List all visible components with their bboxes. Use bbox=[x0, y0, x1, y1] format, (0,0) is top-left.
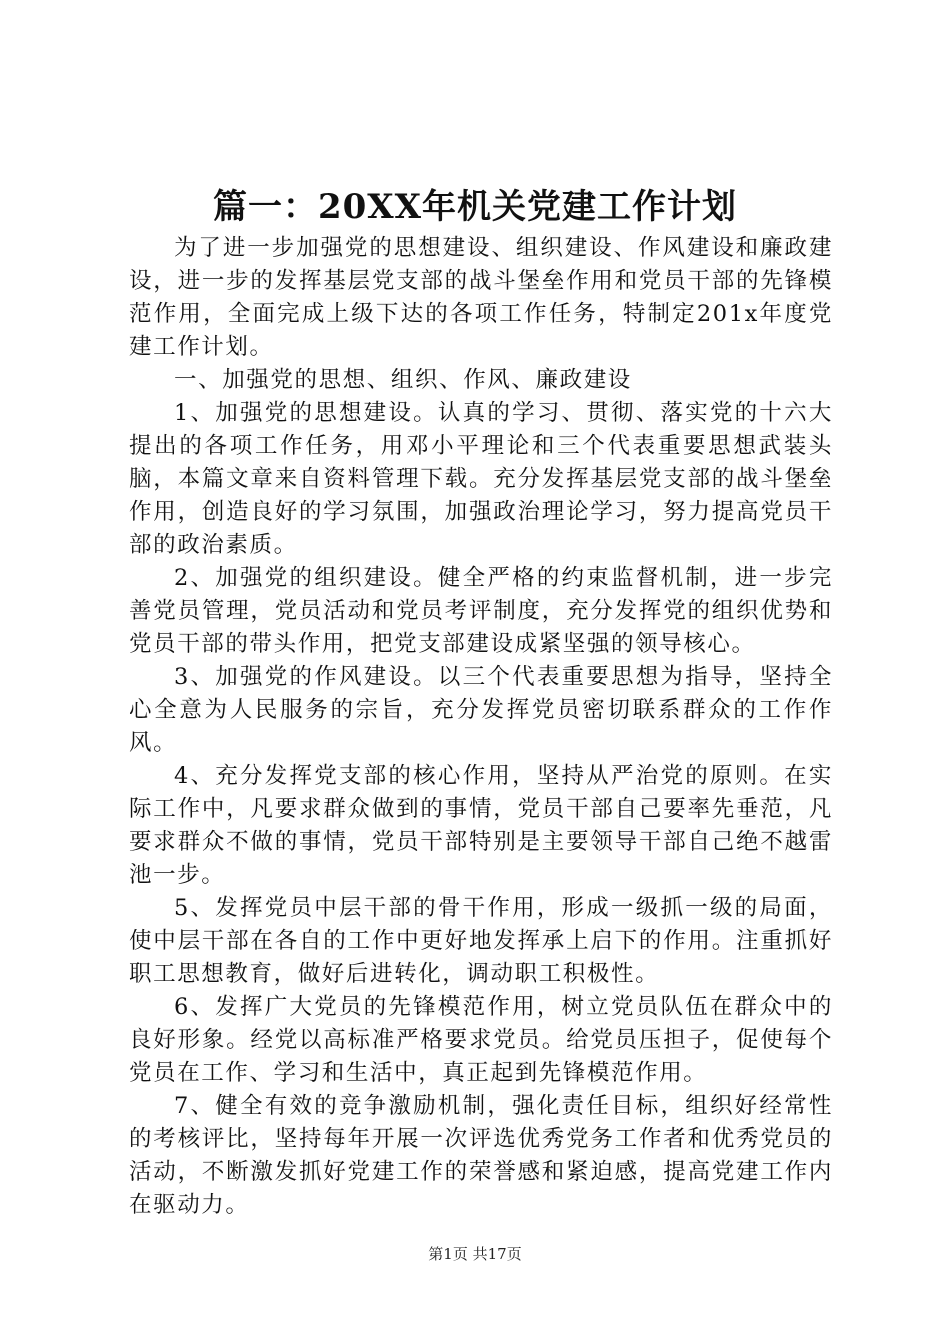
paragraph-item-6: 6、发挥广大党员的先锋模范作用，树立党员队伍在群众中的良好形象。经党以高标准严格要求党员。给党员压担子，促使每个党员在工作、学习和生活中，真正起到先锋模范作用。 bbox=[129, 994, 833, 1086]
paragraph-item-1: 1、加强党的思想建设。认真的学习、贯彻、落实党的十六大提出的各项工作任务，用邓小平理论和三个代表重要思想武装头脑，本篇文章来自资料管理下载。充分发挥基层党支部的战斗堡垒作用，创造良好的学习氛围，加强政治理论学习，努力提高党员干部的政治素质。 bbox=[129, 400, 833, 558]
page-number-footer: 第1页 共17页 bbox=[428, 1245, 522, 1263]
paragraph-intro: 为了进一步加强党的思想建设、组织建设、作风建设和廉政建设，进一步的发挥基层党支部的战斗堡垒作用和党员干部的先锋模范作用，全面完成上级下达的各项工作任务，特制定201x年度党建工作计划。 bbox=[129, 235, 833, 360]
paragraph-item-7: 7、健全有效的竞争激励机制，强化责任目标，组织好经常性的考核评比，坚持每年开展一次评选优秀党务工作者和优秀党员的活动，不断激发抓好党建工作的荣誉感和紧迫感，提高党建工作内在驱动力。 bbox=[129, 1093, 833, 1218]
paragraph-item-3: 3、加强党的作风建设。以三个代表重要思想为指导，坚持全心全意为人民服务的宗旨，充分发挥党员密切联系群众的工作作风。 bbox=[129, 664, 833, 756]
paragraph-item-2: 2、加强党的组织建设。健全严格的约束监督机制，进一步完善党员管理，党员活动和党员考评制度，充分发挥党的组织优势和党员干部的带头作用，把党支部建设成紧坚强的领导核心。 bbox=[129, 565, 833, 657]
paragraph-item-5: 5、发挥党员中层干部的骨干作用，形成一级抓一级的局面，使中层干部在各自的工作中更好地发挥承上启下的作用。注重抓好职工思想教育，做好后进转化，调动职工积极性。 bbox=[129, 895, 833, 987]
document-body bbox=[129, 232, 833, 1222]
paragraph-item-4: 4、充分发挥党支部的核心作用，坚持从严治党的原则。在实际工作中，凡要求群众做到的事情，党员干部自己要率先垂范，凡要求群众不做的事情，党员干部特别是主要领导干部自己绝不越雷池一步。 bbox=[129, 763, 833, 888]
section-heading-1: 一、加强党的思想、组织、作风、廉政建设 bbox=[174, 367, 632, 393]
document-title: 篇一：20XX年机关党建工作计划 bbox=[212, 187, 738, 227]
